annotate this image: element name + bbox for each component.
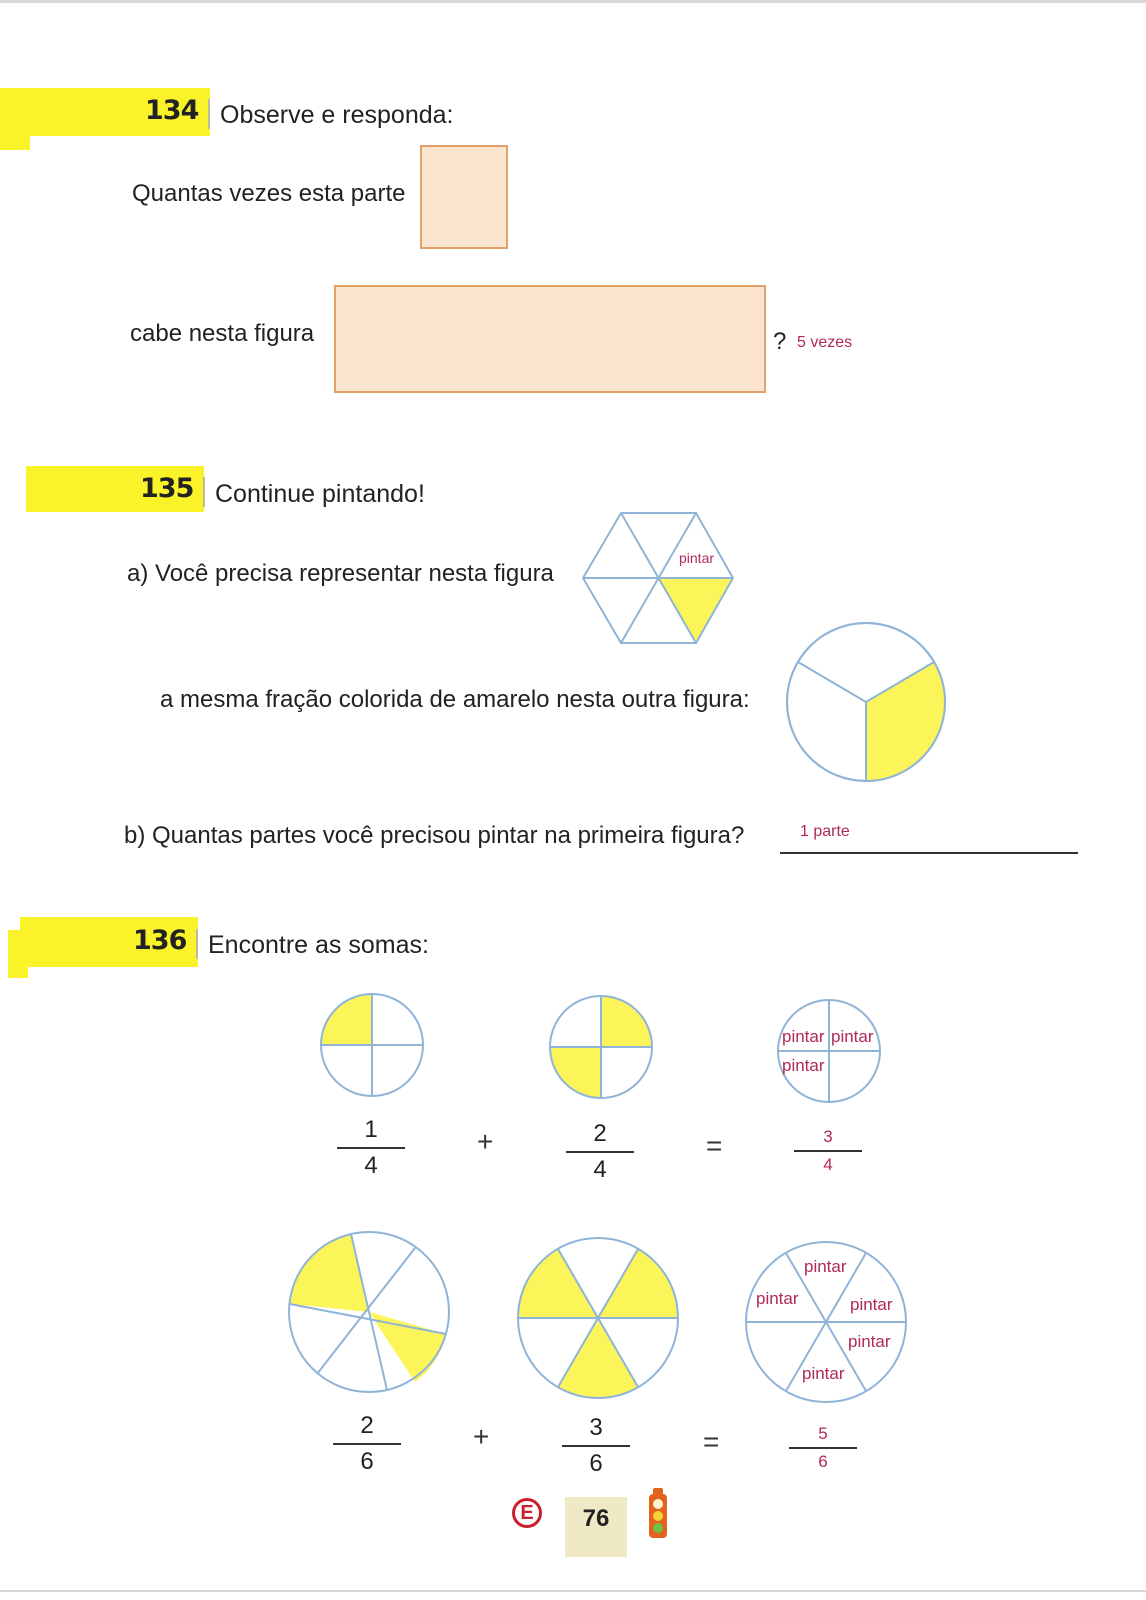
ex136-row1-circle-result bbox=[776, 998, 884, 1106]
sixth-painted-sector bbox=[598, 1249, 678, 1318]
exercise-136-band-tab bbox=[8, 930, 28, 978]
sixth-painted-sector bbox=[518, 1249, 598, 1318]
ex136-row2-fraction-b bbox=[556, 1414, 636, 1478]
ex136-row1-plus: + bbox=[477, 1126, 494, 1157]
result2-pintar-lowright: pintar bbox=[848, 1332, 891, 1351]
exercise-134-number: 134 bbox=[145, 95, 199, 126]
exercise-136-title: Encontre as somas: bbox=[208, 931, 429, 959]
e-badge-icon: E bbox=[512, 1498, 542, 1528]
ex134-large-figure bbox=[334, 285, 766, 393]
fraction-denominator: 6 bbox=[360, 1448, 374, 1475]
fraction-denominator: 4 bbox=[364, 1152, 378, 1179]
ex135-hexagon-figure bbox=[578, 508, 738, 648]
fraction-numerator: 3 bbox=[589, 1414, 603, 1441]
result2-pintar-left: pintar bbox=[756, 1289, 799, 1308]
hexagon-pintar-label: pintar bbox=[679, 550, 715, 566]
exercise-134-band-tab bbox=[0, 95, 30, 150]
ex136-row2-fraction-a bbox=[327, 1412, 407, 1476]
page-bottom-edge bbox=[0, 1590, 1146, 1592]
ex136-row1-fraction-a bbox=[331, 1116, 411, 1180]
fraction-bar bbox=[794, 1150, 862, 1152]
ex136-row1-circle-b bbox=[548, 994, 656, 1102]
fraction-bar bbox=[789, 1447, 857, 1449]
fraction-numerator: 2 bbox=[360, 1412, 374, 1439]
ex134-question-mark: ? bbox=[773, 328, 787, 355]
ex136-row1-equals: = bbox=[706, 1130, 723, 1161]
fraction-bar bbox=[337, 1147, 405, 1149]
fraction-bar bbox=[566, 1151, 634, 1153]
ex136-row2-circle-b bbox=[516, 1236, 680, 1400]
ex134-question-part2: cabe nesta figura bbox=[130, 320, 315, 347]
ex135-b-answer: 1 parte bbox=[800, 823, 850, 840]
sixth-painted-sector bbox=[290, 1234, 369, 1312]
ex135-b-text: b) Quantas partes você precisou pintar na primeira figura? bbox=[124, 822, 745, 849]
fraction-numerator: 2 bbox=[593, 1120, 607, 1147]
ex136-row2-fraction-result bbox=[783, 1424, 863, 1472]
result1-pintar-bl: pintar bbox=[782, 1056, 825, 1075]
fraction-denominator: 6 bbox=[818, 1452, 828, 1471]
result1-pintar-tl: pintar bbox=[782, 1027, 825, 1046]
ex135-circle-thirds bbox=[784, 620, 948, 784]
page-number: 76 bbox=[565, 1497, 627, 1557]
ex136-row1-fraction-result bbox=[788, 1127, 868, 1175]
page-top-edge bbox=[0, 0, 1146, 3]
ex136-row1-fraction-b bbox=[560, 1120, 640, 1184]
result2-pintar-bottom: pintar bbox=[802, 1364, 845, 1383]
ex135-answer-line bbox=[780, 852, 1078, 854]
ex134-answer: 5 vezes bbox=[797, 334, 853, 351]
ex135-a-text: a) Você precisa representar nesta figura bbox=[127, 560, 554, 587]
fraction-numerator: 3 bbox=[823, 1127, 833, 1146]
ex136-row2-equals: = bbox=[703, 1426, 720, 1457]
ex136-row2-plus: + bbox=[473, 1421, 490, 1452]
result2-pintar-right: pintar bbox=[850, 1295, 893, 1314]
ex136-row1-circle-a bbox=[319, 992, 427, 1100]
hexagon-painted-sector bbox=[658, 578, 733, 643]
result1-pintar-tr: pintar bbox=[831, 1027, 874, 1046]
fraction-bar bbox=[562, 1445, 630, 1447]
ex136-row2-circle-result bbox=[744, 1240, 908, 1404]
exercise-134-title: Observe e responda: bbox=[220, 101, 454, 129]
fraction-denominator: 4 bbox=[593, 1156, 607, 1183]
exercise-135-title: Continue pintando! bbox=[215, 480, 425, 508]
fraction-bar bbox=[333, 1443, 401, 1445]
ex134-question-part1: Quantas vezes esta parte bbox=[132, 180, 406, 207]
exercise-136-number: 136 bbox=[133, 925, 187, 956]
ex134-small-part bbox=[420, 145, 508, 249]
exercise-135-number: 135 bbox=[140, 473, 194, 504]
fraction-denominator: 6 bbox=[589, 1450, 603, 1477]
fraction-denominator: 4 bbox=[823, 1155, 833, 1174]
result2-pintar-top: pintar bbox=[804, 1257, 847, 1276]
fraction-numerator: 1 bbox=[364, 1116, 378, 1143]
sixth-painted-sector bbox=[558, 1318, 638, 1398]
ex135-a-text2: a mesma fração colorida de amarelo nesta outra figura: bbox=[160, 686, 750, 713]
ex136-row2-circle-a bbox=[287, 1230, 451, 1394]
fraction-numerator: 5 bbox=[818, 1424, 828, 1443]
traffic-light-icon bbox=[644, 1488, 672, 1540]
sixth-painted-sector bbox=[369, 1312, 446, 1382]
